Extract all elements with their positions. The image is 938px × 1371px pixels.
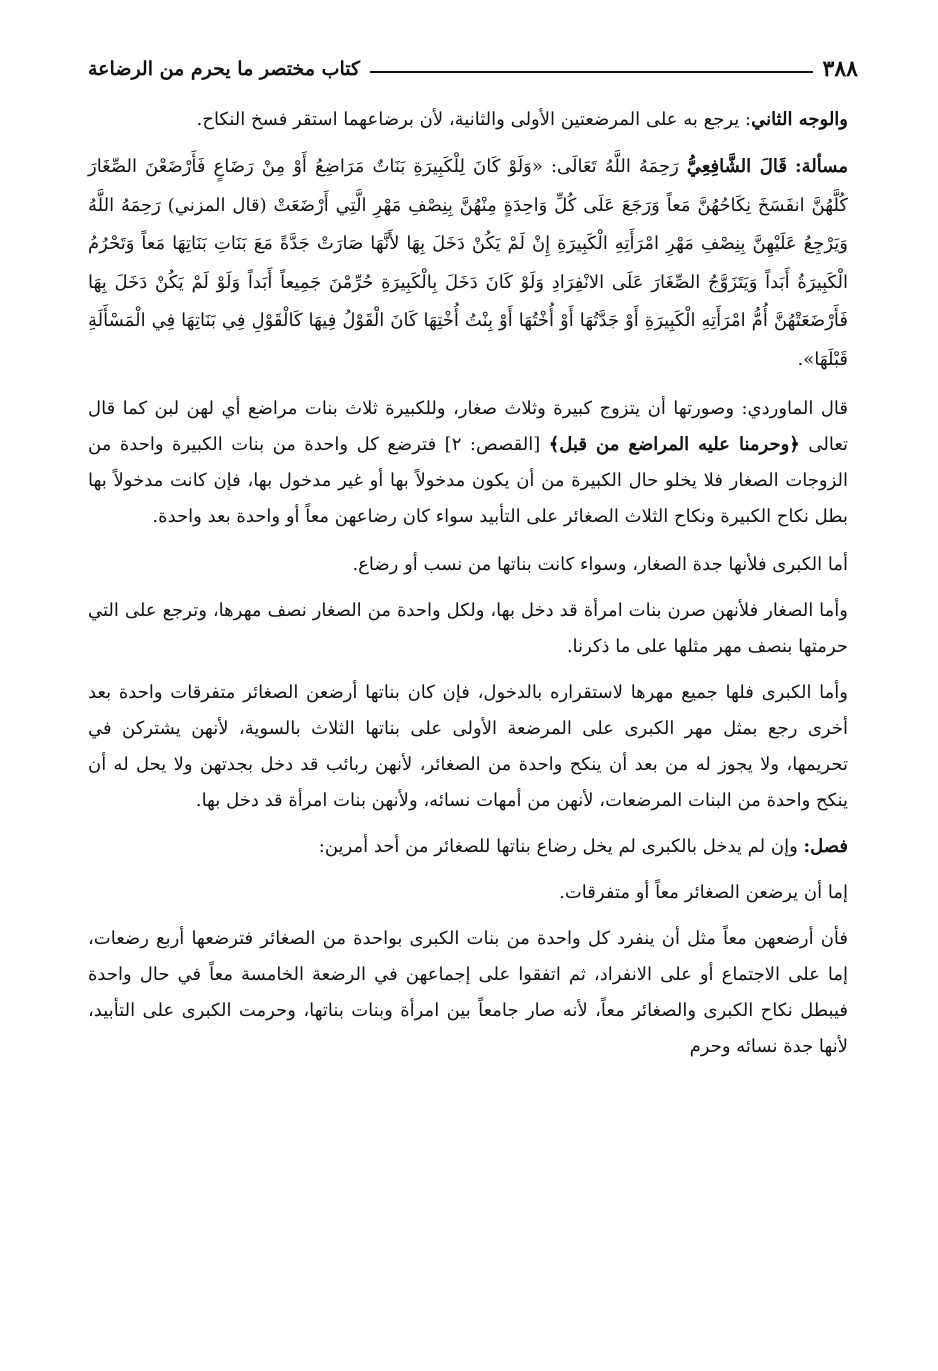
page-header bbox=[88, 52, 858, 86]
paragraph-together: فأن أرضعهن معاً مثل أن ينفرد كل واحدة من بنات الكبرى بواحدة من الصغائر فترضعها أربع رضعات، إما على الاجتماع أو على الانفراد، ثم اتفقوا على إجماعهن في الرضعة الخامسة معاً في حال واحدة فيبطل نكاح الكبرى والصغائر معاً، لأنه صار جامعاً بين امرأة وبنات بناتها، وحرمت الكبرى على التأبيد، لأنها جدة نسائه وحرم bbox=[88, 928, 848, 1057]
header-rule bbox=[370, 71, 812, 73]
book-title: كتاب مختصر ما يحرم من الرضاعة bbox=[88, 58, 361, 80]
paragraph-section bbox=[88, 829, 848, 865]
paragraph-text: رَحِمَهُ اللَّهُ تَعَالَى: «وَلَوْ كَانَ لِلْكَبِيرَةِ بَنَاتٌ مَرَاضِعُ أَوْ مِنْ رَضَاعٍ فَأَرْضَعْنَ الصِّغَارَ كُلَّهُنَّ انفَسَخَ نِكَاحُهُنَّ مَعاً وَرَجَعَ عَلَى كُلِّ وَاحِدَةٍ مِنْهُنَّ بِنِصْفِ مَهْرِ الَّتِي أَرْضَعَتْ (قال المزني) رَحِمَهُ اللَّهُ وَيَرْجِعُ عَلَيْهِنَّ بِنِصْفِ مَهْرِ امْرَأَتِهِ الْكَبِيرَةِ إِنْ لَمْ يَكُنْ دَخَلَ بِهَا لأَنَّهَا صَارَتْ جَدَّةً مَعَ بَنَاتِ بَنَاتِهَا مَعاً وَتَحْرُمُ الْكَبِيرَةُ أَبَداً وَيَتَزَوَّجُ الصِّغَارَ عَلَى الانْفِرَادِ وَلَوْ كَانَ دَخَلَ بِالْكَبِيرَةِ حُرِّمْنَ جَمِيعاً أَبَداً وَلَوْ لَمْ يَكُنْ دَخَلَ بِهَا فَأَرْضَعَتْهُنَّ أُمُّ امْرَأَتِهِ الْكَبِيرَةِ أَوْ جَدَّتُهَا أَوْ أُخْتُهَا أَوْ بِنْتُ أُخْتِهَا كَانَ الْقَوْلُ فِيهَا كَالْقَوْلِ فِي بَنَاتِهَا فِي الْمَسْأَلَةِ قَبْلَهَا». bbox=[88, 156, 848, 370]
paragraph-text: قال الماوردي: وصورتها أن يتزوج كبيرة وثلاث صغار، وللكبيرة ثلاث بنات مراضع أي لهن لبن كما قال تعالى bbox=[88, 398, 849, 455]
speaker-name: قَالَ الشَّافِعِيُّ bbox=[686, 156, 787, 177]
paragraph-mawardi bbox=[88, 391, 848, 535]
paragraph-second-aspect bbox=[88, 102, 848, 138]
paragraph-label: مسألة: bbox=[795, 156, 848, 177]
paragraph-text: : يرجع به على المرضعتين الأولى والثانية، لأن برضاعهما استقر فسخ النكاح. bbox=[196, 109, 752, 130]
paragraph-elder: أما الكبرى فلأنها جدة الصغار، وسواء كانت بناتها من نسب أو رضاع. bbox=[352, 554, 848, 575]
paragraph-young: وأما الصغار فلأنهن صرن بنات امرأة قد دخل بها، ولكل واحدة من الصغار نصف مهرها، وترجع على التي حرمتها بنصف مهر مثلها على ما ذكرنا. bbox=[88, 600, 848, 657]
paragraph-text: وإن لم يدخل بالكبرى لم يخل رضاع بناتها للصغائر من أحد أمرين: bbox=[318, 836, 798, 857]
paragraph-text-continued: [القصص: ٢] فترضع كل واحدة من بنات الكبيرة واحدة من الزوجات الصغار فلا يخلو حال الكبيرة من أن يكون مدخولاً بها أو غير مدخول بها، فإن كانت مدخولاً بها بطل نكاح الكبيرة ونكاح الثلاث الصغائر على التأبيد سواء كان رضاعهن معاً أو واحدة بعد واحدة. bbox=[88, 434, 848, 527]
page-body bbox=[88, 102, 848, 1075]
paragraph-masala bbox=[88, 148, 848, 379]
paragraph-label: فصل: bbox=[803, 836, 848, 857]
paragraph-elder-dowry: وأما الكبرى فلها جميع مهرها لاستقراره بالدخول، فإن كان بناتها أرضعن الصغائر متفرقات واحدة بعد أخرى رجع بمثل مهر الكبرى على المرضعة الأولى على بناتها الثلاث بالسوية، لأنهن يشتركن في تحريمها، ولا يجوز له من بعد أن ينكح واحدة من الصغائر، لأنهن ربائب قد دخل بجدتهن ولا يحل له أن ينكح واحدة من البنات المرضعات، لأنهن من أمهات نسائه، ولأنهن بنات امرأة قد دخل بها. bbox=[88, 682, 848, 811]
paragraph-label: والوجه الثاني bbox=[751, 109, 848, 130]
page-number: ٣٨٨ bbox=[822, 56, 858, 82]
paragraph-either: إما أن يرضعن الصغائر معاً أو متفرقات. bbox=[559, 882, 848, 903]
quran-quote: ﴿وحرمنا عليه المراضع من قبل﴾ bbox=[548, 434, 800, 455]
